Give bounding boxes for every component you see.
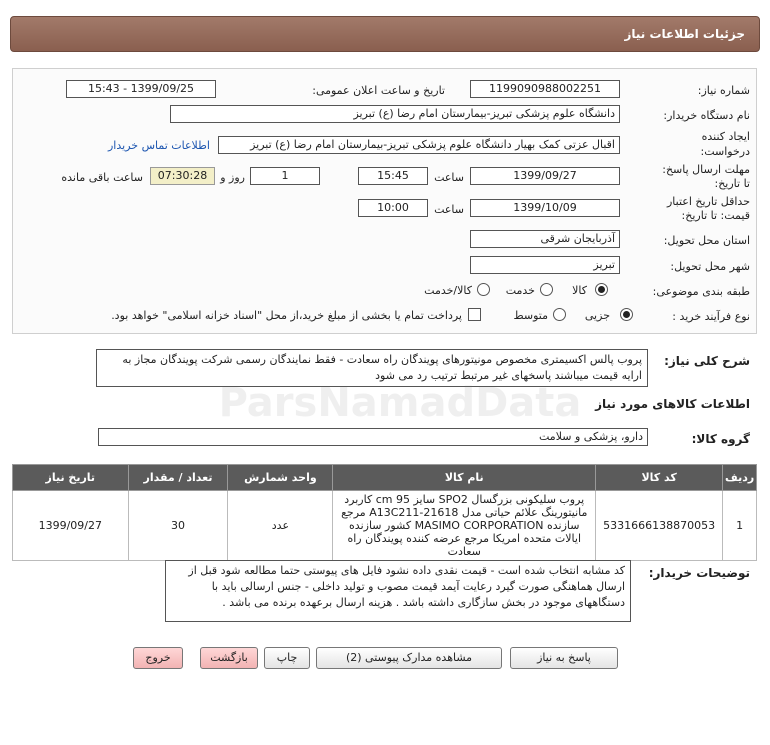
process-option-minor: جزیی [584,309,610,322]
deadline-time-label: ساعت [434,171,464,184]
table-row[interactable] [13,491,757,561]
description-label: شرح کلی نیاز: [664,354,750,368]
validity-time-label: ساعت [434,203,464,216]
buyer-notes-label: توضیحات خریدار: [648,566,750,580]
buyer-field[interactable]: دانشگاه علوم پزشکی تبریز-بیمارستان امام رضا (ع) تبریز [170,105,620,123]
process-label: نوع فرآیند خرید : [672,310,750,323]
creator-field[interactable]: اقبال عزتی کمک بهیار دانشگاه علوم پزشکی تبریز-بیمارستان امام رضا (ع) تبریز [218,136,620,154]
category-option-service: خدمت [505,284,535,297]
creator-label-2: درخواست: [700,145,750,158]
table-header-row [13,465,757,491]
process-radio-medium[interactable] [553,308,566,321]
category-label: طبقه بندی موضوعی: [652,285,750,298]
cell-date: 1399/09/27 [13,491,129,561]
remaining-label: ساعت باقی مانده [61,171,143,184]
city-field[interactable]: تبریز [470,256,620,274]
col-code: کد کالا [596,465,723,491]
remaining-timer: 07:30:28 [150,167,215,185]
province-label: استان محل تحویل: [663,234,750,247]
deadline-date-field[interactable]: 1399/09/27 [470,167,620,185]
treasury-note: پرداخت تمام یا بخشی از مبلغ خرید،از محل "اسناد خزانه اسلامی" خواهد بود. [111,309,462,322]
validity-label-2: قیمت: تا تاریخ: [681,209,750,222]
col-unit: واحد شمارش [228,465,333,491]
reply-button[interactable]: پاسخ به نیاز [510,647,618,669]
validity-label: حداقل تاریخ اعتبار [666,195,750,208]
creator-label: ایجاد کننده [701,130,750,143]
announce-field[interactable]: 1399/09/25 - 15:43 [66,80,216,98]
province-field[interactable]: آذربایجان شرقی [470,230,620,248]
cell-code: 5331666138870053 [596,491,723,561]
announce-label: تاریخ و ساعت اعلان عمومی: [312,84,445,97]
deadline-time-field[interactable]: 15:45 [358,167,428,185]
validity-time-field[interactable]: 10:00 [358,199,428,217]
goods-group-field[interactable]: دارو، پزشکی و سلامت [98,428,648,446]
need-number-field[interactable]: 1199090988002251 [470,80,620,98]
category-option-goods: کالا [572,284,587,297]
page-title: جزئیات اطلاعات نیاز [10,16,760,52]
deadline-label-2: تا تاریخ: [714,177,750,190]
cell-index: 1 [723,491,757,561]
print-button[interactable]: چاپ [264,647,310,669]
need-number-label: شماره نیاز: [697,84,750,97]
cell-qty: 30 [128,491,228,561]
category-option-both: کالا/خدمت [424,284,472,297]
buyer-notes-text: کد مشابه انتخاب شده است - قیمت نقدی داده نشود فایل های پیوستی حتما مطالعه شود قبل از ارسال هماهنگی صورت گیرد رعایت آیمد قیمت مصوب و تولید داخلی - جنس ارسالی باید با دستگاههای موجود در بخش سازگاری داشته باشد . هزینه ارسال برعهده برنده می باشد . [165,560,631,622]
category-radio-goods[interactable] [595,283,608,296]
attachments-button[interactable]: مشاهده مدارک پیوستی (2) [316,647,502,669]
goods-group-label: گروه کالا: [691,432,750,446]
col-date: تاریخ نیاز [13,465,129,491]
buyer-label: نام دستگاه خریدار: [663,109,750,122]
description-text: پروب پالس اکسیمتری مخصوص مونیتورهای پویندگان راه سعادت - فقط نمایندگان رسمی شرکت پویندگان مجاز به ارایه قیمت میباشند پاسخهای غیر مرتبط ترتیب رد می شود [96,349,648,387]
col-name: نام کالا [333,465,596,491]
cell-name: پروب سلیکونی بزرگسال SPO2 سایز 95 cm کاربرد مانیتورینگ علائم حیاتی مدل A13C211-21618 مرجع سازنده MASIMO CORPORATION کشور سازنده ایالات متحده امریکا مرجع عرضه کننده پویندگان راه سعادت [333,491,596,561]
deadline-label: مهلت ارسال پاسخ: [662,163,750,176]
city-label: شهر محل تحویل: [670,260,750,273]
validity-date-field[interactable]: 1399/10/09 [470,199,620,217]
category-radio-service[interactable] [540,283,553,296]
goods-table [12,464,757,561]
exit-button[interactable]: خروج [133,647,183,669]
process-option-medium: متوسط [513,309,548,322]
treasury-checkbox[interactable] [468,308,481,321]
buyer-contact-link[interactable]: اطلاعات تماس خریدار [108,139,210,152]
process-radio-minor[interactable] [620,308,633,321]
days-label: روز و [220,171,245,184]
cell-unit: عدد [228,491,333,561]
days-remaining-field: 1 [250,167,320,185]
watermark-text: ParsNamadData [218,380,582,426]
col-index: ردیف [723,465,757,491]
goods-section-title: اطلاعات کالاهای مورد نیاز [595,397,750,411]
back-button[interactable]: بازگشت [200,647,258,669]
category-radio-both[interactable] [477,283,490,296]
col-qty: تعداد / مقدار [128,465,228,491]
